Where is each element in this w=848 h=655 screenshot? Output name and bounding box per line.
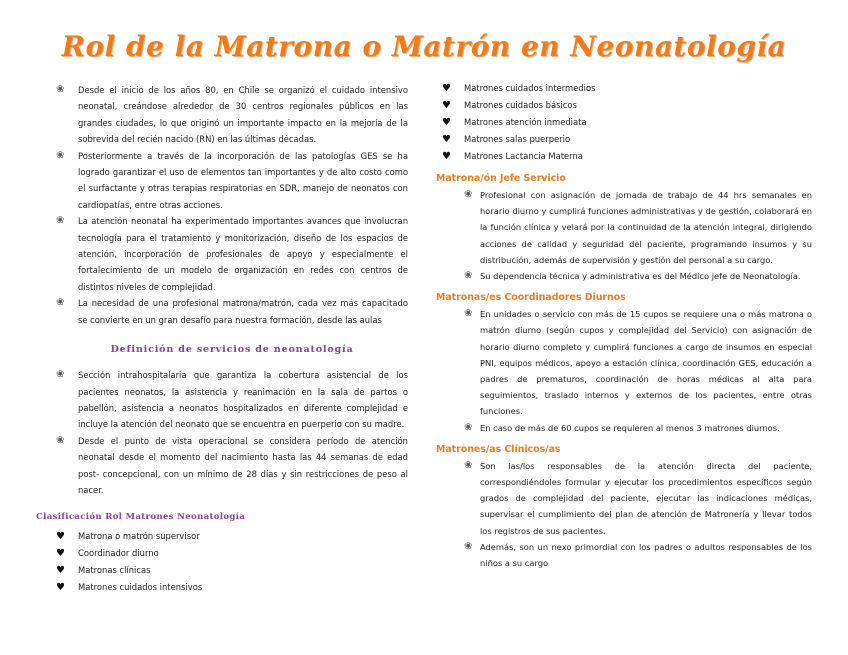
flower-icon: ❀ — [464, 308, 473, 320]
section-heading-jefe: Matrona/ón Jefe Servicio — [436, 173, 566, 184]
heart-icon: ♥ — [442, 134, 451, 145]
flower-icon: ❀ — [56, 297, 65, 309]
classification-title: Clasificación Rol Matrones Neonatología — [36, 512, 246, 523]
intro-paragraph: ❀ La atención neonatal ha experimentado importantes avances que involucran tecnología para el tratamiento y monitorización, diseño de los espacios de atención, incorporación de profesionales de apoyo y especialmente el fortalecimiento de un modelo de organización en redes con centros de distintos niveles de complejidad. — [56, 215, 408, 292]
intro-paragraph: ❀ Desde el inicio de los años 80, en Chile se organizó el cuidado intensivo neonatal, creándose alrededor de 30 centros regionales públicos en las grandes ciudades, lo que originó un importante impacto en la mejoría de la sobrevida del recién nacido (RN) en las últimas décadas. — [56, 84, 408, 145]
intro-paragraph: ❀ La necesidad de una profesional matrona/matrón, cada vez más capacitado se convierte en un gran desafío para nuestra formación, desde las aulas — [56, 297, 408, 325]
left-column — [36, 82, 408, 596]
flower-icon: ❀ — [56, 84, 65, 95]
flower-icon: ❀ — [464, 270, 473, 282]
intro-paragraph: ❀ Posteriormente a través de la incorporación de las patologías GES se ha logrado garantizar el uso de elementos tan importantes y de alto costo como el surfactante y otras terapias respiratorias en SDR, manejo de neonatos con cardiopatías, entre otras acciones. — [56, 149, 408, 210]
flower-icon: ❀ — [464, 421, 473, 433]
section-paragraph: ❀ Profesional con asignación de jornada de trabajo de 44 hrs semanales en horario diurno y cumplirá funciones administrativas y de gestión, colaborará en la función clínica y velará por la continuidad de la atención integral, dirigiendo acciones de calidad y seguridad del paciente, programando insumos y su distribución, además de supervisión y gestión del personal a su cargo. — [464, 189, 812, 265]
heart-icon: ♥ — [442, 151, 451, 162]
heart-icon: ♥ — [56, 565, 65, 577]
section-paragraph: ❀ En caso de más de 60 cupos se requieren al menos 3 matrones diurnos. — [464, 420, 812, 436]
list-item: ♥ Matrones cuidados intermedios — [442, 80, 812, 97]
section-heading-clinicos: Matrones/as Clínicos/as — [436, 443, 561, 455]
section-paragraph: ❀ En unidades o servicio con más de 15 cupos se requiere una o más matrona o matrón diurno (según cupos y complejidad del Servicio) con asignación de horario diurno completo y cumplirá funciones a cargo de insumos en especial PNI, equipos médicos, apoyo a estación clínica, coordinación GES, educación a padres de prematuros, coordinación de horas médicas al alta para seguimientos, traslado internos y externos de los pacientes, entre otras funciones. — [464, 308, 812, 417]
heart-icon: ♥ — [56, 531, 65, 543]
flower-icon: ❀ — [464, 459, 473, 471]
flower-icon: ❀ — [56, 149, 65, 161]
flower-icon: ❀ — [56, 369, 65, 381]
list-item: ♥ Matrones Lactancia Materna — [442, 148, 812, 165]
definition-title: Definición de servicios de neonatología — [110, 344, 354, 356]
flower-icon: ❀ — [56, 434, 65, 446]
definition-paragraph: ❀ Sección intrahospitalaria que garantiza la cobertura asistencial de los pacientes neonatos, la asistencia y reanimación en la sala de partos o pabellón, asistencia a neonatos hospitalizados en diferente complejidad e incluye la atención del neonato que se encuentra en puerperio con su madre. — [56, 369, 408, 430]
heart-icon: ♥ — [442, 83, 451, 94]
definition-paragraph: ❀ Desde el punto de vista operacional se considera período de atención neonatal desde el momento del nacimiento hasta las 44 semanas de edad post- concepcional, con un mínimo de 28 días y sin restricciones de peso al nacer. — [56, 434, 408, 495]
list-item: ♥ Matrones cuidados básicos — [442, 97, 812, 114]
list-item: ♥ Matrones atención inmediata — [442, 114, 812, 131]
flower-icon: ❀ — [56, 215, 65, 227]
section-paragraph: ❀ Su dependencia técnica y administrativa es del Médico jefe de Neonatología. — [464, 268, 812, 284]
page-title: Rol de la Matrona o Matrón en Neonatología — [61, 30, 787, 63]
flower-icon: ❀ — [464, 189, 473, 200]
section-heading-coordinadores: Matronas/es Coordinadores Diurnos — [436, 292, 626, 304]
heart-icon: ♥ — [442, 117, 451, 128]
list-item: ♥ Matrona o matrón supervisor — [56, 528, 408, 545]
heart-icon: ♥ — [56, 582, 65, 594]
flower-icon: ❀ — [464, 540, 473, 552]
right-column — [436, 80, 812, 571]
list-item: ♥ Matronas clínicas — [56, 562, 408, 579]
list-item: ♥ Matrones salas puerperio — [442, 131, 812, 148]
heart-icon: ♥ — [442, 100, 451, 111]
list-item: ♥ Coordinador diurno — [56, 545, 408, 562]
section-paragraph: ❀ Además, son un nexo primordial con los padres o adultos responsables de los niños a su cargo — [464, 540, 812, 569]
list-item: ♥ Matrones cuidados intensivos — [56, 579, 408, 596]
heart-icon: ♥ — [56, 548, 65, 560]
section-paragraph: ❀ Son las/los responsables de la atención directa del paciente, correspondiéndoles formular y ejecutar los procedimientos específicos según grados de complejidad del paciente, ejecutar las indicaciones médicas, supervisar el cumplimiento del plan de atención de Matronería y llevar todos los registros de sus pacientes. — [464, 459, 812, 536]
